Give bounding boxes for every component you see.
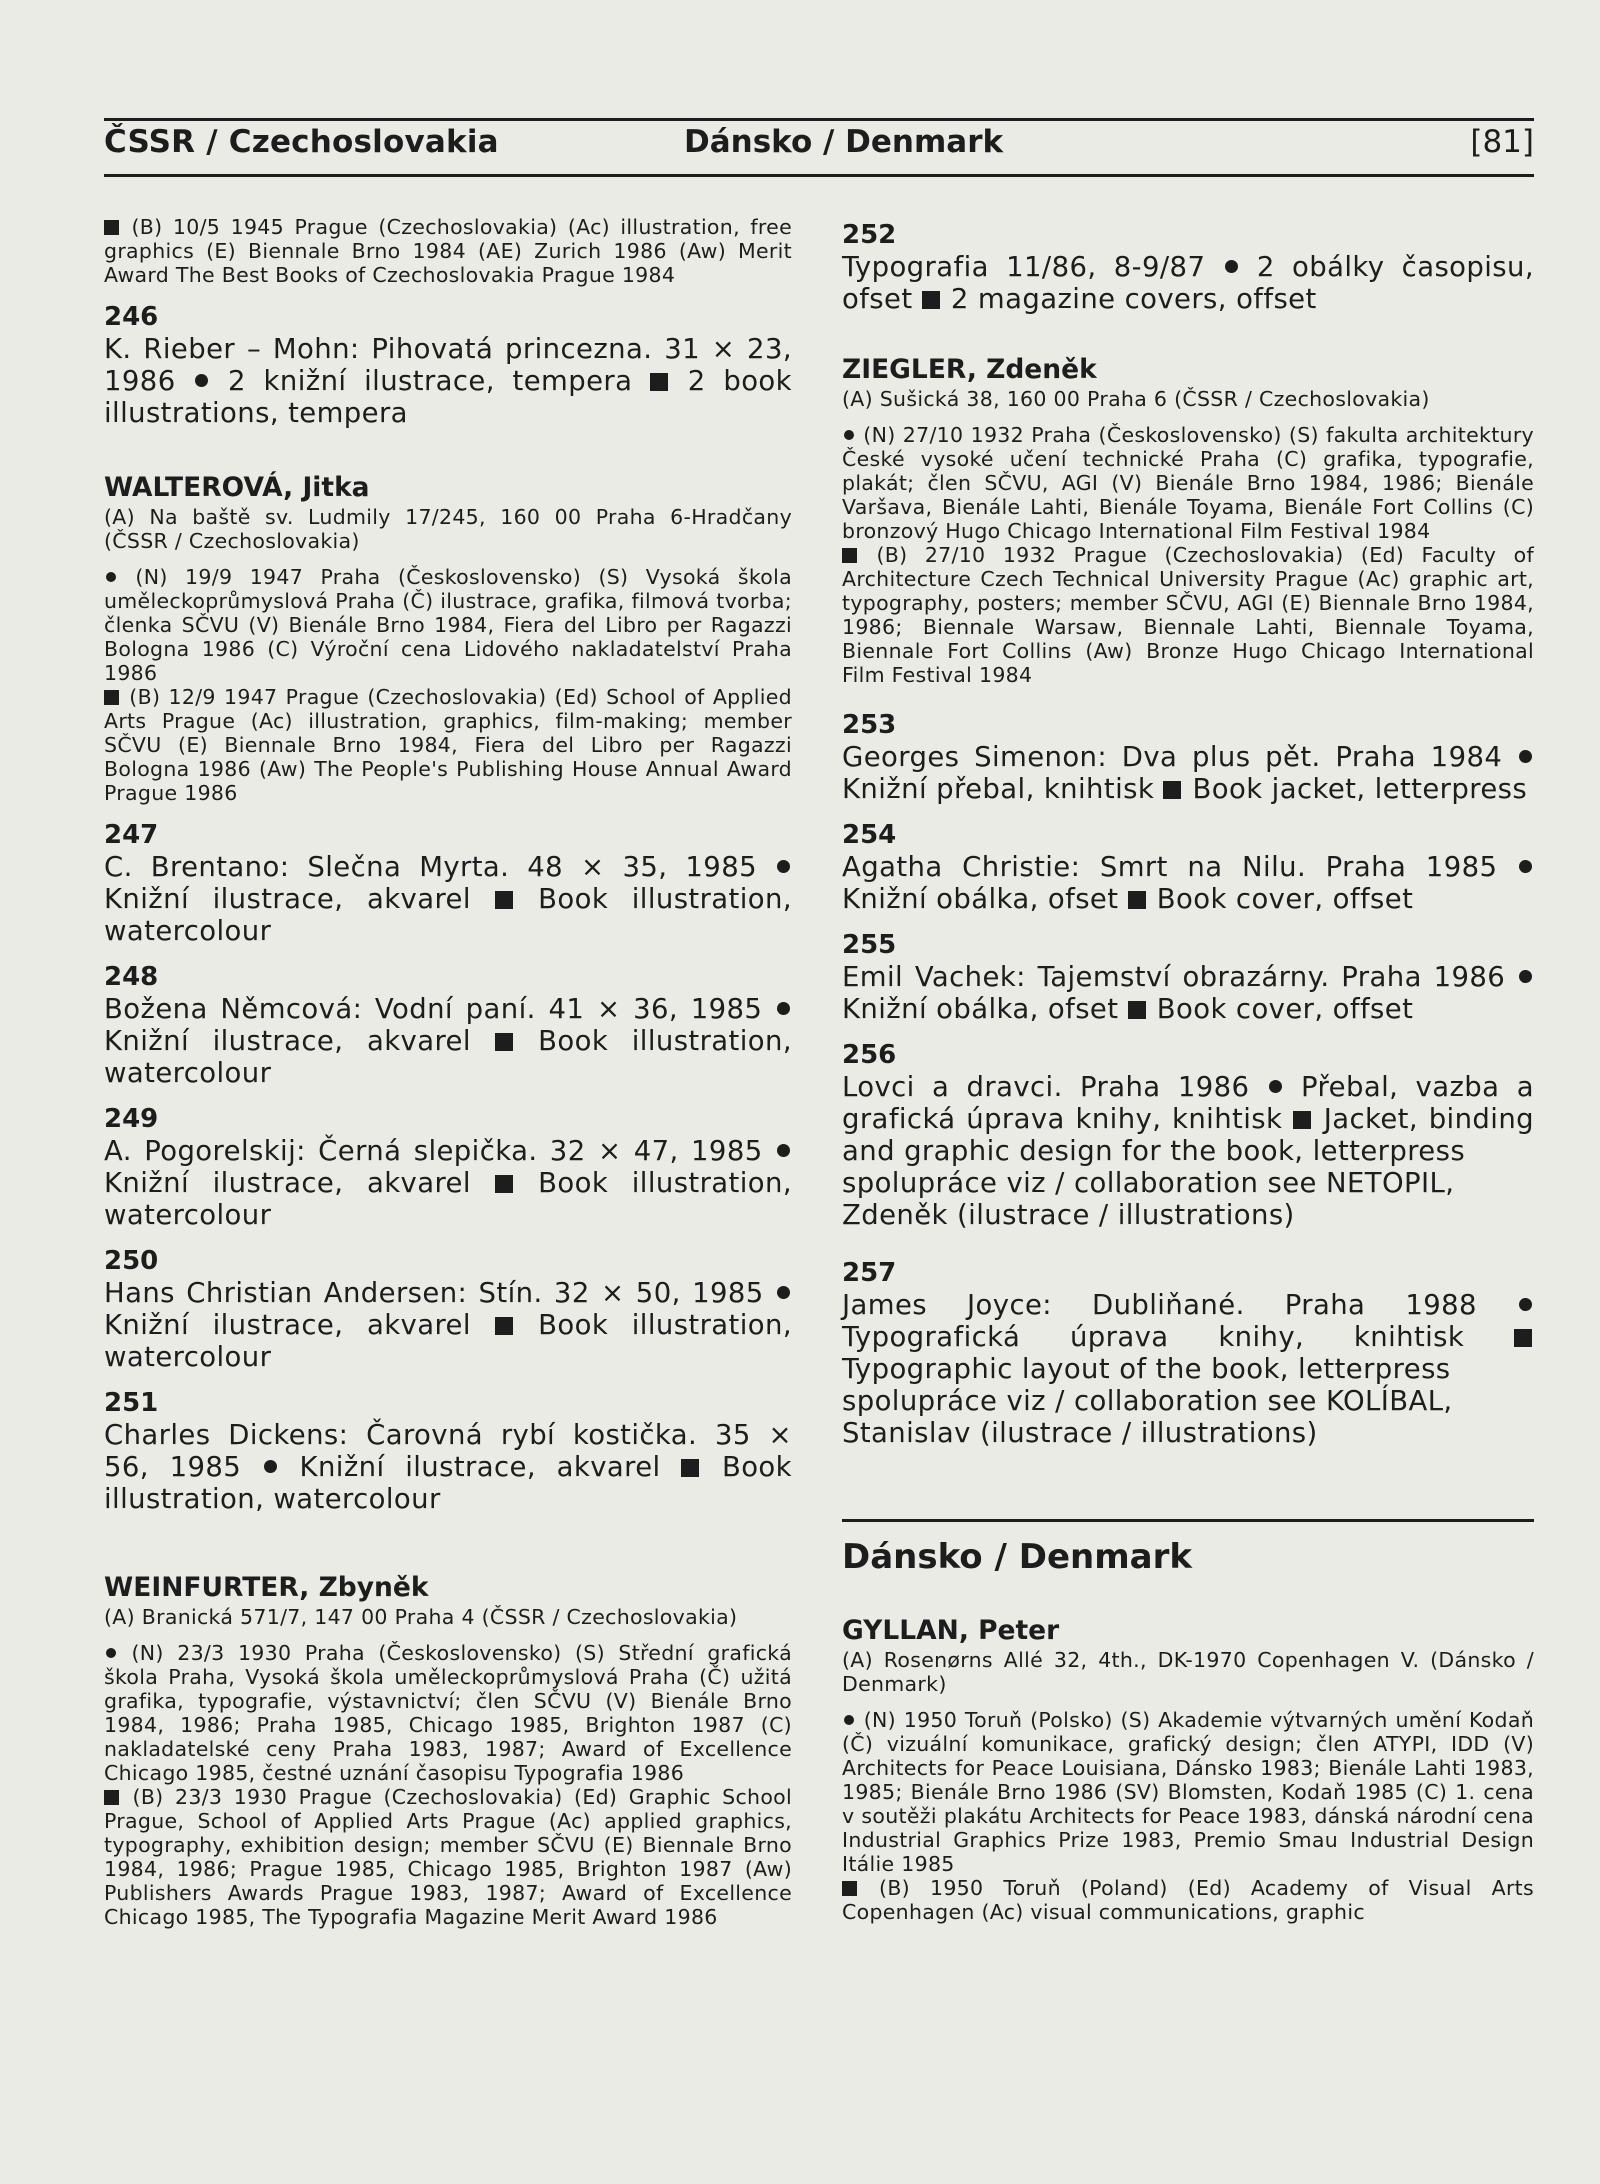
page-number: [81]	[1470, 124, 1534, 160]
entry-number: 247	[104, 820, 159, 850]
english-square-icon	[842, 548, 857, 563]
entry-text: K. Rieber – Mohn: Pihovatá princezna. 31 × 23, 1986 2 knižní ilustrace, tempera 2 book illustrations, tempera	[104, 333, 792, 429]
czech-bullet-icon	[1519, 860, 1532, 873]
english-square-icon	[1128, 891, 1146, 909]
bio-english: (B) 12/9 1947 Prague (Czechoslovakia) (Ed) School of Applied Arts Prague (Ac) illustration, graphics, film-making; member SČVU (E) Biennale Brno 1984, Fiera del Libro per Ragazzi Bologna 1986 (Aw) The People's Publishing House Annual Award Prague 1986	[104, 685, 792, 805]
collaboration-note: spolupráce viz / collaboration see NETOPIL, Zdeněk (ilustrace / illustrations)	[842, 1167, 1455, 1231]
entry-text: Hans Christian Andersen: Stín. 32 × 50, 1985 Knižní ilustrace, akvarel Book illustration, watercolour	[104, 1277, 792, 1373]
czech-bullet-icon	[1519, 970, 1532, 983]
bio-czech: (N) 27/10 1932 Praha (Československo) (S) fakulta architektury České vysoké učení technické Praha (C) grafika, typografie, plakát; člen SČVU, AGI (V) Bienále Brno 1984, 1986; Bienále Varšava, Bienále Lahti, Bienále Toyama, Bienále Fort Collins (C) bronzový Hugo Chicago International Film Festival 1984	[842, 423, 1534, 543]
entry-number: 257	[842, 1258, 897, 1288]
czech-bullet-icon	[106, 1648, 116, 1658]
entry-text: Lovci a dravci. Praha 1986 Přebal, vazba a grafická úprava knihy, knihtisk Jacket, binding and graphic design for the book, letterpress	[842, 1071, 1534, 1167]
header-title-right: Dánsko / Denmark	[684, 124, 1004, 160]
czech-bullet-icon	[777, 1286, 790, 1299]
entry-number: 249	[104, 1104, 159, 1134]
section-title: Dánsko / Denmark	[842, 1537, 1192, 1577]
artist-address: (A) Branická 571/7, 147 00 Praha 4 (ČSSR / Czechoslovakia)	[104, 1605, 738, 1629]
entry-text: Agatha Christie: Smrt na Nilu. Praha 1985 Knižní obálka, ofset Book cover, offset	[842, 851, 1534, 915]
entry-number: 246	[104, 302, 159, 332]
english-square-icon	[922, 291, 940, 309]
entry-text: A. Pogorelskij: Černá slepička. 32 × 47, 1985 Knižní ilustrace, akvarel Book illustration, watercolour	[104, 1135, 792, 1231]
bio-czech: (N) 19/9 1947 Praha (Československo) (S) Vysoká škola uměleckoprůmyslová Praha (Č) ilustrace, grafika, filmová tvorba; členka SČVU (V) Bienále Brno 1984, Fiera del Libro per Ragazzi Bologna 1986 (C) Výroční cena Lidového nakladatelství Praha 1986	[104, 565, 792, 685]
entry-text: Typografia 11/86, 8-9/87 2 obálky časopisu, ofset 2 magazine covers, offset	[842, 251, 1534, 315]
czech-bullet-icon	[1225, 260, 1238, 273]
entry-text: Emil Vachek: Tajemství obrazárny. Praha 1986 Knižní obálka, ofset Book cover, offset	[842, 961, 1534, 1025]
czech-bullet-icon	[1519, 750, 1532, 763]
entry-number: 248	[104, 962, 159, 992]
entry-number: 256	[842, 1040, 897, 1070]
right-column	[842, 215, 1534, 1924]
english-square-icon	[104, 220, 119, 235]
artist-name: GYLLAN, Peter	[842, 1615, 1060, 1646]
czech-bullet-icon	[264, 1460, 277, 1473]
czech-bullet-icon	[844, 430, 854, 440]
artist-address: (A) Rosenørns Allé 32, 4th., DK-1970 Copenhagen V. (Dánsko / Denmark)	[842, 1648, 1534, 1696]
english-square-icon	[1293, 1111, 1311, 1129]
entry-text: James Joyce: Dubliňané. Praha 1988 Typografická úprava knihy, knihtisk Typographic layout of the book, letterpress	[842, 1289, 1534, 1385]
collaboration-note: spolupráce viz / collaboration see KOLÍBAL, Stanislav (ilustrace / illustrations)	[842, 1385, 1453, 1449]
czech-bullet-icon	[777, 860, 790, 873]
english-square-icon	[495, 1175, 513, 1193]
bio-english: (B) 23/3 1930 Prague (Czechoslovakia) (Ed) Graphic School Prague, School of Applied Arts Prague (Ac) applied graphics, typography, exhibition design; member SČVU (E) Biennale Brno 1984, 1986; Prague 1985, Chicago 1985, Brighton 1987 (Aw) Publishers Awards Prague 1983, 1987; Award of Excellence Chicago 1985, The Typografia Magazine Merit Award 1986	[104, 1785, 792, 1929]
artist-name: WEINFURTER, Zbyněk	[104, 1572, 429, 1603]
bio-english: (B) 1950 Toruň (Poland) (Ed) Academy of Visual Arts Copenhagen (Ac) visual communications, graphic	[842, 1876, 1534, 1924]
entry-number: 254	[842, 820, 897, 850]
entry-number: 255	[842, 930, 897, 960]
page-header	[104, 124, 1534, 174]
bio-english: (B) 27/10 1932 Prague (Czechoslovakia) (Ed) Faculty of Architecture Czech Technical University Prague (Ac) graphic art, typography, posters; member SČVU, AGI (E) Biennale Brno 1984, 1986; Biennale Warsaw, Biennale Lahti, Biennale Toyama, Biennale Fort Collins (Aw) Bronze Hugo Chicago International Film Festival 1984	[842, 543, 1534, 687]
czech-bullet-icon	[106, 572, 116, 582]
bio-czech: (N) 23/3 1930 Praha (Československo) (S) Střední grafická škola Praha, Vysoká škola uměleckoprůmyslová Praha (Č) užitá grafika, typografie, výstavnictví; člen SČVU (V) Bienále Brno 1984, 1986; Praha 1985, Chicago 1985, Brighton 1987 (C) nakladatelské ceny Praha 1983, 1987; Award of Excellence Chicago 1985, čestné uznání časopisu Typografia 1986	[104, 1641, 792, 1785]
entry-text: Georges Simenon: Dva plus pět. Praha 1984 Knižní přebal, knihtisk Book jacket, letterpress	[842, 741, 1534, 805]
english-square-icon	[104, 690, 119, 705]
header-rule-bottom	[104, 174, 1534, 177]
english-square-icon	[1163, 781, 1181, 799]
english-square-icon	[650, 373, 668, 391]
czech-bullet-icon	[1269, 1080, 1282, 1093]
czech-bullet-icon	[844, 1715, 854, 1725]
entry-number: 252	[842, 220, 897, 250]
english-square-icon	[1514, 1329, 1532, 1347]
bio-czech: (N) 1950 Toruň (Polsko) (S) Akademie výtvarných umění Kodaň (Č) vizuální komunikace, grafický design; člen ATYPI, IDD (V) Architects for Peace Louisiana, Dánsko 1983; Bienále Lahti 1983, 1985; Bienále Brno 1986 (SV) Blomsten, Kodaň 1985 (C) 1. cena v soutěži plakátu Architects for Peace 1983, dánská národní cena Industrial Graphics Prize 1983, Premio Smau Industrial Design Itálie 1985	[842, 1708, 1534, 1876]
czech-bullet-icon	[1519, 1298, 1532, 1311]
entry-text: C. Brentano: Slečna Myrta. 48 × 35, 1985 Knižní ilustrace, akvarel Book illustration, watercolour	[104, 851, 792, 947]
artist-address: (A) Na baště sv. Ludmily 17/245, 160 00 Praha 6-Hradčany (ČSSR / Czechoslovakia)	[104, 505, 792, 553]
english-square-icon	[104, 1790, 119, 1805]
czech-bullet-icon	[777, 1144, 790, 1157]
english-square-icon	[495, 1317, 513, 1335]
section-rule	[842, 1519, 1534, 1522]
english-square-icon	[495, 1033, 513, 1051]
english-square-icon	[1128, 1001, 1146, 1019]
english-square-icon	[681, 1459, 699, 1477]
english-square-icon	[495, 891, 513, 909]
entry-number: 251	[104, 1388, 159, 1418]
czech-bullet-icon	[195, 374, 208, 387]
czech-bullet-icon	[777, 1002, 790, 1015]
header-rule	[104, 118, 1534, 121]
entry-number: 250	[104, 1246, 159, 1276]
artist-name: ZIEGLER, Zdeněk	[842, 354, 1097, 385]
entry-number: 253	[842, 710, 897, 740]
header-title-left: ČSSR / Czechoslovakia	[104, 124, 499, 160]
left-column	[104, 215, 792, 1929]
artist-name: WALTEROVÁ, Jitka	[104, 472, 370, 503]
entry-text: Božena Němcová: Vodní paní. 41 × 36, 1985 Knižní ilustrace, akvarel Book illustration, watercolour	[104, 993, 792, 1089]
bio-english-intro: (B) 10/5 1945 Prague (Czechoslovakia) (Ac) illustration, free graphics (E) Biennale Brno 1984 (AE) Zurich 1986 (Aw) Merit Award The Best Books of Czechoslovakia Prague 1984	[104, 215, 792, 287]
entry-text: Charles Dickens: Čarovná rybí kostička. 35 × 56, 1985 Knižní ilustrace, akvarel Book illustration, watercolour	[104, 1419, 792, 1515]
english-square-icon	[842, 1881, 857, 1896]
artist-address: (A) Sušická 38, 160 00 Praha 6 (ČSSR / Czechoslovakia)	[842, 387, 1430, 411]
